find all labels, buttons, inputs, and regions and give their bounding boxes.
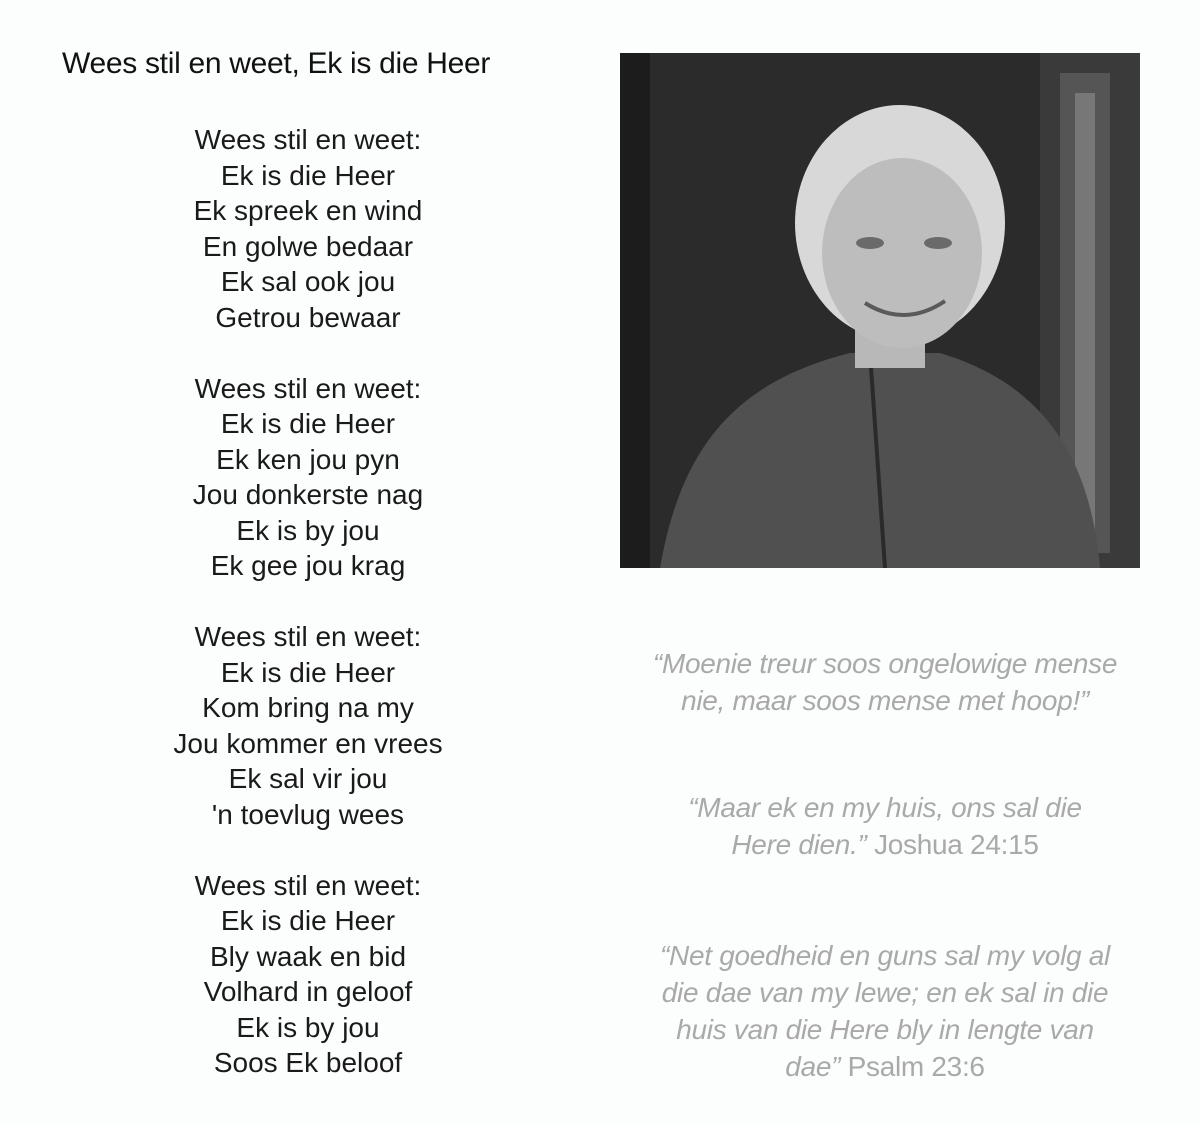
poem-line: Ek sal ook jou [220,266,396,297]
poem-title: Wees stil en weet, Ek is die Heer [62,47,491,80]
quote-2 [590,789,1180,863]
quote-reference: Joshua 24:15 [874,829,1039,860]
poem-line: Ek is die Heer [220,159,396,191]
poem-line: Ek ken jou pyn [216,443,400,475]
poem-line: Ek spreek en wind [193,195,423,226]
poem-line: Bly waak en bid [209,940,407,972]
poem-line: Ek is by jou [236,1011,380,1043]
quote-line: dae” [785,1051,841,1082]
poem-line: Wees stil en weet: [194,869,422,901]
poem-line: Ek gee jou krag [210,550,406,581]
poem-line: Kom bring na my [202,692,414,723]
poem-line: Wees stil en weet: [194,124,422,155]
poem-line: Soos Ek beloof [213,1047,403,1078]
poem-line: Ek is die Heer [220,905,396,936]
quote-1 [590,645,1180,719]
poem-line: Wees stil en weet: [194,372,422,404]
quote-line: “Net goedheid en guns sal my volg al [660,940,1110,971]
stanza-2 [108,371,508,584]
poem-line: Getrou bewaar [215,301,401,333]
quote-line: “Moenie treur soos ongelowige mense [652,648,1118,679]
stanza-1 [108,122,508,335]
poem-line: 'n toevlug wees [211,798,405,830]
poem-line: Ek sal vir jou [228,763,388,794]
poem-line: Wees stil en weet: [194,621,422,652]
quote-line: huis van die Here bly in lengte van [676,1014,1094,1045]
poem-line: En golwe bedaar [202,230,414,262]
poem-line: Ek is die Heer [220,656,396,688]
poem-line: Jou donkerste nag [192,479,424,510]
poem-line: Volhard in geloof [203,976,413,1007]
poem-line: Ek is by jou [236,514,380,546]
poem [108,122,508,1116]
stanza-3 [108,619,508,832]
portrait-photo [620,53,1140,568]
quote-line: nie, maar soos mense met hoop!” [681,685,1089,716]
poem-line: Ek is die Heer [220,408,396,439]
quote-reference: Psalm 23:6 [847,1051,985,1082]
poem-line: Jou kommer en vrees [173,727,443,759]
quote-3 [590,937,1180,1085]
quote-line: Here dien.” [731,829,867,860]
stanza-4 [108,868,508,1081]
quote-line: “Maar ek en my huis, ons sal die [688,792,1082,823]
quote-line: die dae van my lewe; en ek sal in die [661,977,1109,1008]
